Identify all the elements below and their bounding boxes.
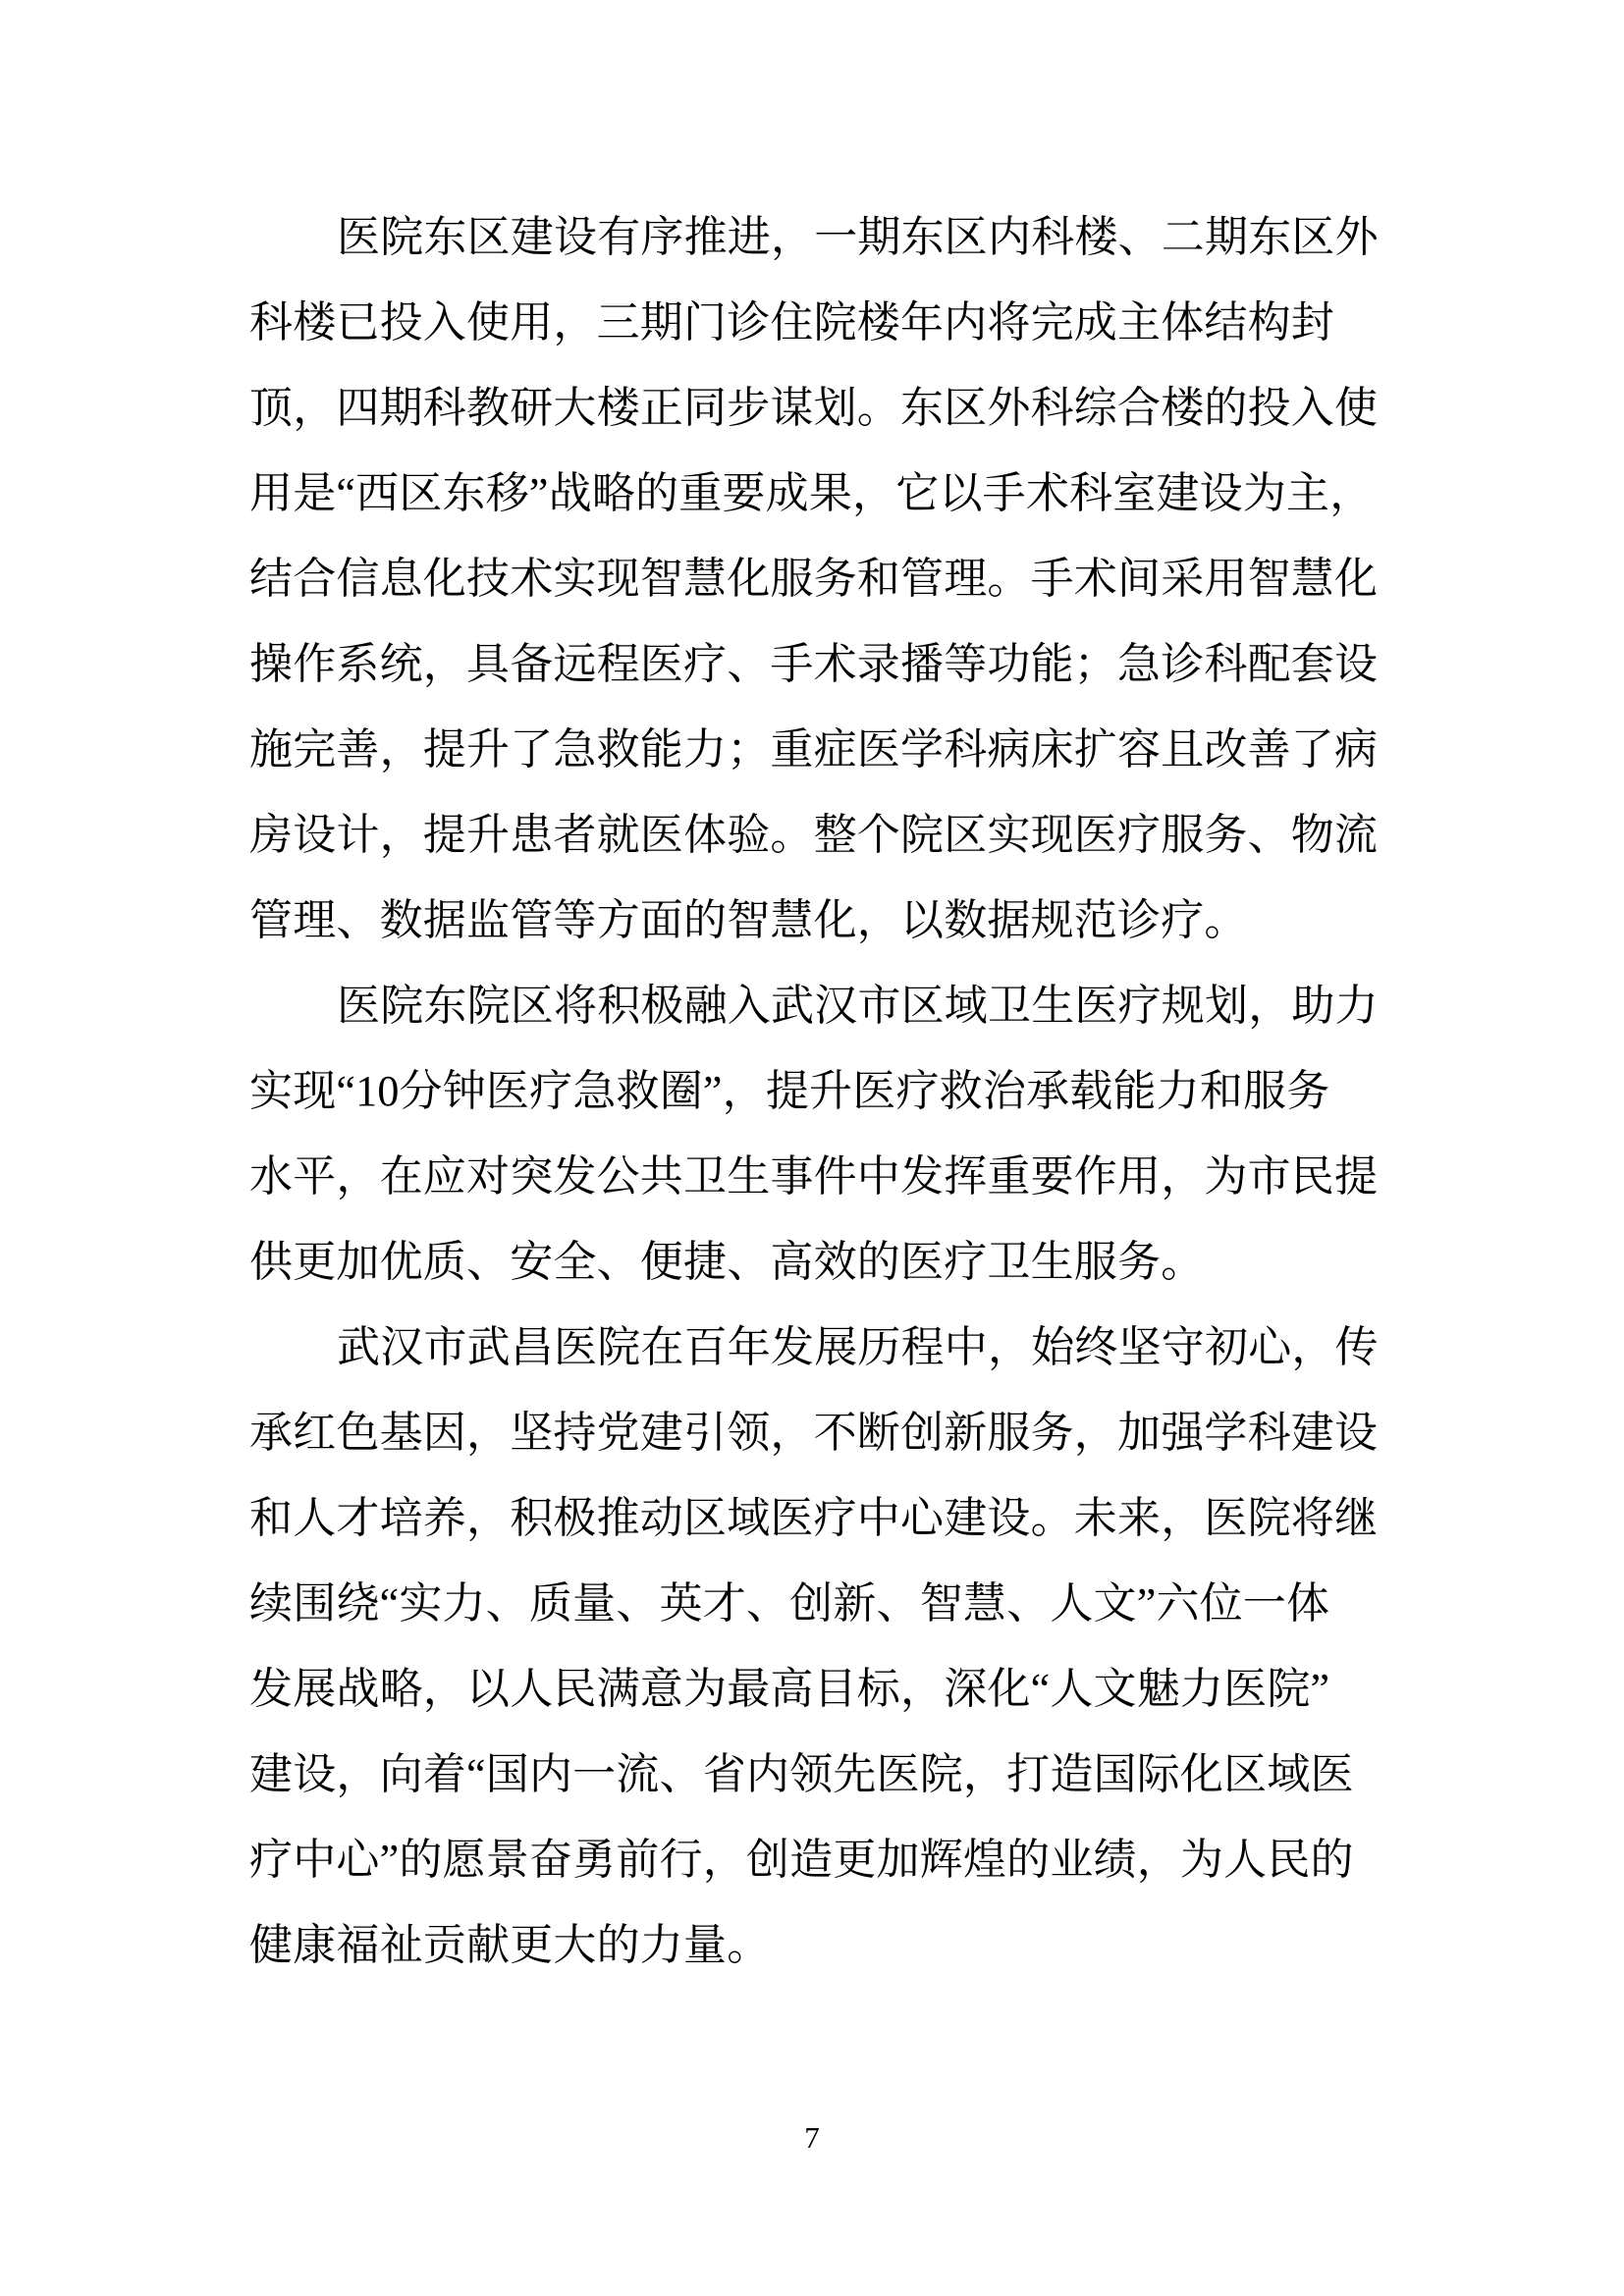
paragraph (249, 963, 1388, 1305)
text-line: 续围绕“实力、质量、英才、创新、智慧、人文”六位一体 (249, 1579, 1330, 1628)
text-line: 科楼已投入使用，三期门诊住院楼年内将完成主体结构封 (249, 298, 1334, 347)
text-line: 操作系统，具备远程医疗、手术录播等功能；急诊科配套设 (249, 640, 1379, 688)
paragraph (249, 194, 1388, 963)
text-line: 建设，向着“国内一流、省内领先医院，打造国际化区域医 (249, 1750, 1354, 1798)
text-line: 承红色基因，坚持党建引领，不断创新服务，加强学科建设 (249, 1409, 1379, 1457)
text-line: 供更加优质、安全、便捷、高效的医疗卫生服务。 (249, 1238, 1205, 1286)
text-line: 施完善，提升了急救能力；重症医学科病床扩容且改善了病 (249, 725, 1379, 774)
text-line: 和人才培养，积极推动区域医疗中心建设。未来，医院将继 (249, 1494, 1379, 1542)
text-line: 顶，四期科教研大楼正同步谋划。东区外科综合楼的投入使 (249, 384, 1379, 432)
text-line: 医院东区建设有序推进，一期东区内科楼、二期东区外 (337, 213, 1379, 261)
text-line: 用是“西区东移”战略的重要成果，它以手术科室建设为主， (249, 469, 1374, 517)
text-line: 健康福祉贡献更大的力量。 (249, 1921, 771, 1969)
text-line: 发展战略，以人民满意为最高目标，深化“人文魅力医院” (249, 1665, 1330, 1713)
text-line: 房设计，提升患者就医体验。整个院区实现医疗服务、物流 (249, 811, 1379, 859)
paragraph (249, 1305, 1388, 1988)
text-line: 武汉市武昌医院在百年发展历程中，始终坚守初心，传 (337, 1323, 1379, 1371)
text-line: 疗中心”的愿景奋勇前行，创造更加辉煌的业绩，为人民的 (249, 1836, 1354, 1884)
page-number: 7 (804, 2120, 820, 2155)
text-line: 水平，在应对突发公共卫生事件中发挥重要作用，为市民提 (249, 1152, 1379, 1201)
text-line: 医院东院区将积极融入武汉市区域卫生医疗规划，助力 (337, 982, 1379, 1030)
text-content (249, 194, 1388, 1988)
text-line: 管理、数据监管等方面的智慧化，以数据规范诊疗。 (249, 896, 1248, 944)
text-line: 结合信息化技术实现智慧化服务和管理。手术间采用智慧化 (249, 555, 1379, 603)
text-line: 实现“10分钟医疗急救圈”，提升医疗救治承载能力和服务 (249, 1067, 1330, 1115)
